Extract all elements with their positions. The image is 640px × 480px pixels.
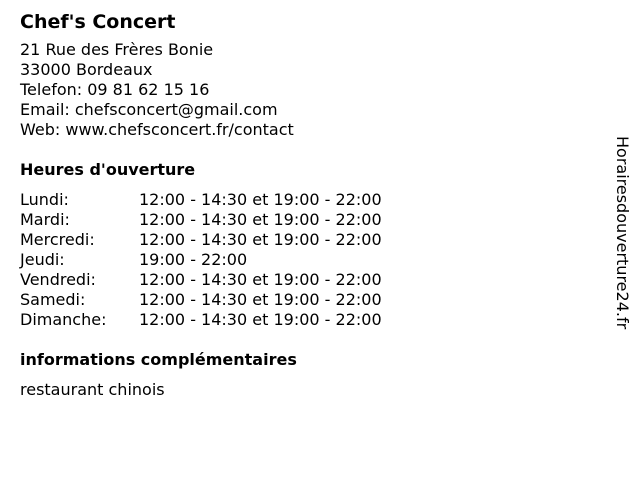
hours-row-samedi (20, 290, 600, 310)
cuisine-type: restaurant chinois (20, 380, 165, 399)
time-value: 12:00 - 14:30 et 19:00 - 22:00 (139, 270, 382, 289)
hours-row-mercredi (20, 230, 600, 250)
email-line: Email: chefsconcert@gmail.com (20, 100, 278, 119)
time-value: 12:00 - 14:30 et 19:00 - 22:00 (139, 290, 382, 309)
day-label: Jeudi: (20, 250, 65, 269)
business-card (20, 8, 600, 400)
opening-hours-table (20, 190, 600, 330)
day-label: Dimanche: (20, 310, 107, 329)
time-value: 12:00 - 14:30 et 19:00 - 22:00 (139, 230, 382, 249)
day-label: Mercredi: (20, 230, 95, 249)
business-name: Chef's Concert (20, 11, 176, 33)
time-value: 12:00 - 14:30 et 19:00 - 22:00 (139, 190, 382, 209)
postal-city: 33000 Bordeaux (20, 60, 153, 79)
day-label: Mardi: (20, 210, 70, 229)
day-label: Samedi: (20, 290, 86, 309)
phone-line: Telefon: 09 81 62 15 16 (20, 80, 210, 99)
web-line: Web: www.chefsconcert.fr/contact (20, 120, 294, 139)
address-block (20, 40, 600, 140)
hours-row-jeudi (20, 250, 600, 270)
day-label: Vendredi: (20, 270, 96, 289)
time-value: 12:00 - 14:30 et 19:00 - 22:00 (139, 310, 382, 329)
hours-row-lundi (20, 190, 600, 210)
hours-row-dimanche (20, 310, 600, 330)
site-brand-watermark: Horairesdouverture24.fr (613, 136, 632, 330)
time-value: 12:00 - 14:30 et 19:00 - 22:00 (139, 210, 382, 229)
hours-heading: Heures d'ouverture (20, 160, 196, 179)
time-value: 19:00 - 22:00 (139, 250, 248, 269)
day-label: Lundi: (20, 190, 69, 209)
hours-row-mardi (20, 210, 600, 230)
info-heading: informations complémentaires (20, 350, 297, 369)
street-address: 21 Rue des Frères Bonie (20, 40, 214, 59)
hours-row-vendredi (20, 270, 600, 290)
